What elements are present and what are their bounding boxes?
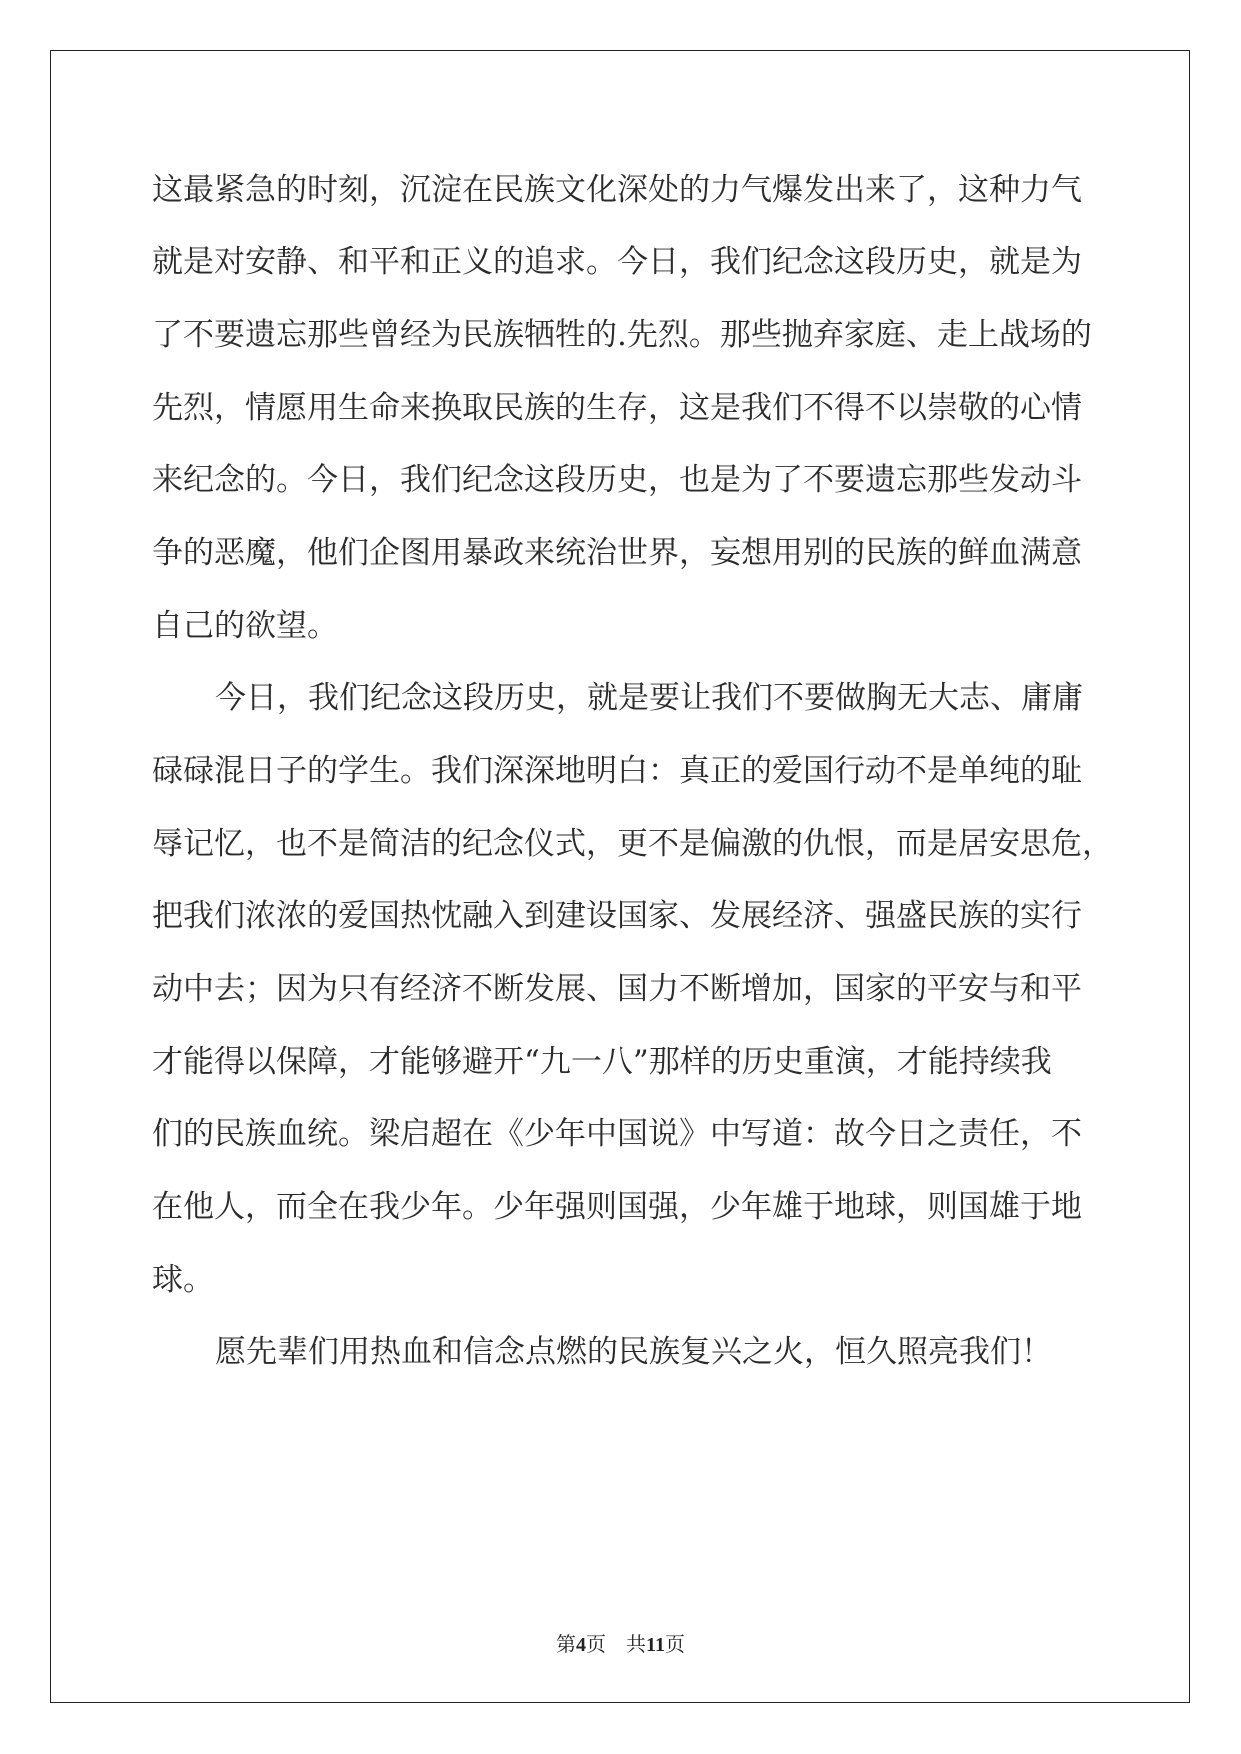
text-line: 争的恶魔，他们企图用暴政来统治世界，妄想用别的民族的鲜血满意 <box>152 535 1082 571</box>
text-line: 才能得以保障，才能够避开“九一八”那样的历史重演，才能持续我 <box>152 1044 1052 1080</box>
text-line: 就是对安静、和平和正义的追求。今日，我们纪念这段历史，就是为 <box>152 244 1082 280</box>
footer-total-prefix: 共 <box>626 1634 647 1656</box>
text-line: 动中去；因为只有经济不断发展、国力不断增加，国家的平安与和平 <box>152 971 1082 1007</box>
footer-page-unit: 页 <box>586 1634 607 1656</box>
text-line: 把我们浓浓的爱国热忱融入到建设国家、发展经济、强盛民族的实行 <box>152 898 1082 934</box>
page-number: 4 <box>576 1634 587 1656</box>
text-line: 先烈，情愿用生命来换取民族的生存，这是我们不得不以崇敬的心情 <box>152 390 1082 426</box>
footer-prefix: 第 <box>556 1634 577 1656</box>
text-line: 了不要遗忘那些曾经为民族牺牲的.先烈。那些抛弃家庭、走上战场的 <box>152 317 1092 353</box>
text-line: 愿先辈们用热血和信念点燃的民族复兴之火，恒久照亮我们！ <box>215 1334 1052 1370</box>
text-line: 来纪念的。今日，我们纪念这段历史，也是为了不要遗忘那些发动斗 <box>152 462 1082 498</box>
text-line: 今日，我们纪念这段历史，就是要让我们不要做胸无大志、庸庸 <box>215 680 1083 716</box>
page-footer <box>0 1630 1241 1660</box>
text-line: 在他人，而全在我少年。少年强则国强，少年雄于地球，则国雄于地 <box>152 1189 1082 1225</box>
text-line: 碌碌混日子的学生。我们深深地明白：真正的爱国行动不是单纯的耻 <box>152 753 1082 789</box>
text-line: 自己的欲望。 <box>152 608 338 644</box>
text-line: 球。 <box>152 1262 214 1298</box>
text-line: 们的民族血统。梁启超在《少年中国说》中写道：故今日之责任，不 <box>152 1116 1082 1152</box>
total-pages: 11 <box>646 1634 665 1656</box>
text-line: 辱记忆，也不是简洁的纪念仪式，更不是偏激的仇恨，而是居安思危， <box>152 826 1113 862</box>
footer-total-unit: 页 <box>664 1634 685 1656</box>
text-line: 这最紧急的时刻，沉淀在民族文化深处的力气爆发出来了，这种力气 <box>152 172 1082 208</box>
